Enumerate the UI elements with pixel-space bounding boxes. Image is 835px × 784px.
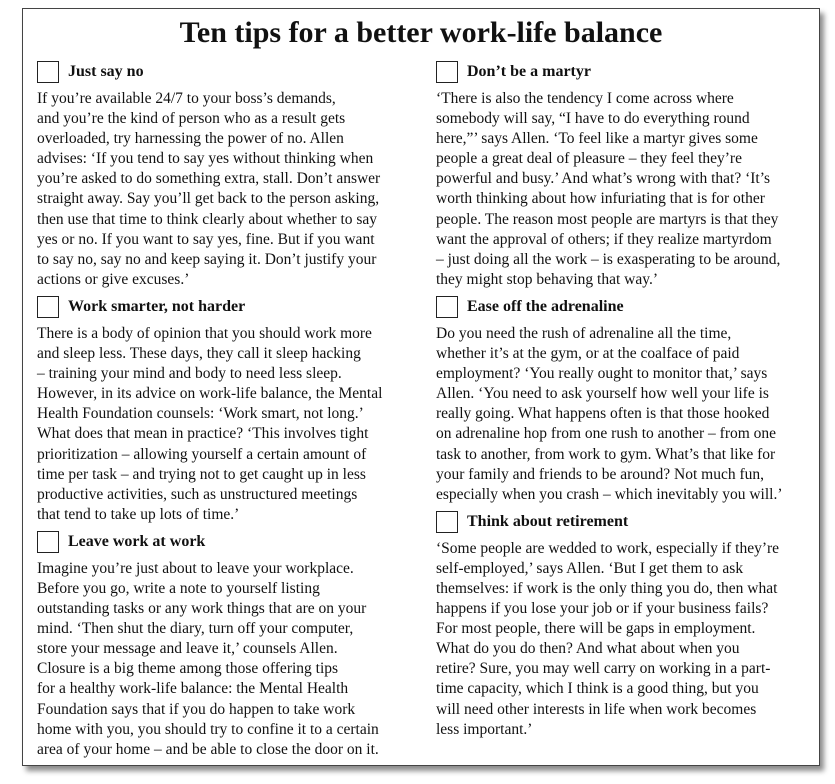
tip-title: Work smarter, not harder — [68, 297, 246, 315]
article-frame — [22, 8, 820, 766]
tip-body — [37, 324, 419, 525]
left-column — [37, 59, 419, 764]
tip-dont-be-a-martyr — [436, 59, 814, 290]
tip-leave-work-at-work — [37, 529, 419, 760]
tip-checkbox[interactable] — [436, 61, 458, 83]
tip-body-line: retire? Sure, you may well carry on working in a part- — [436, 660, 771, 678]
tip-body-line: ‘Some people are wedded to work, especially if they’re — [436, 539, 780, 557]
tip-body-line: Imagine you’re just about to leave your workplace. — [37, 559, 354, 577]
tip-body-line: here,”’ says Allen. ‘To feel like a martyr gives some — [436, 130, 758, 148]
tip-body-line: home with you, you should try to confine it to a certain — [37, 720, 379, 738]
tip-header — [37, 294, 419, 320]
tip-body-line: Allen. ‘You need to ask yourself how well your life is — [436, 385, 769, 403]
tip-header — [37, 529, 419, 555]
tip-body-line: happens if you lose your job or if your business fails? — [436, 600, 769, 618]
tip-body-line: Closure is a big theme among those offering tips — [37, 660, 339, 678]
tip-title: Just say no — [68, 63, 144, 80]
tip-body-line: will need other interests in life when work becomes — [436, 700, 757, 718]
tip-header — [436, 59, 814, 85]
tip-body-line: task to another, from work to gym. What’s that like for — [436, 445, 776, 463]
tip-body-line: to say no, say no and keep saying it. Don’t justify your — [37, 250, 377, 268]
tip-body-line: on adrenaline hop from one rush to another – from one — [436, 425, 777, 443]
tip-body-line: then use that time to think clearly about whether to say — [37, 210, 378, 228]
tip-body — [436, 324, 814, 505]
tip-just-say-no — [37, 59, 419, 290]
tip-body-line: area of your home – and be able to close the door on it. — [37, 740, 379, 758]
tip-body-line: Do you need the rush of adrenaline all the time, — [436, 324, 732, 342]
tip-body-line: people. The reason most people are martyrs is that they — [436, 210, 779, 228]
tip-body-line: What does that mean in practice? ‘This involves tight — [37, 425, 369, 443]
tip-body-line: actions or give excuses.’ — [37, 270, 190, 288]
tip-title: Think about retirement — [467, 512, 629, 530]
tip-checkbox[interactable] — [436, 511, 458, 533]
tip-body-line: whether it’s at the gym, or at the coalface of paid — [436, 345, 740, 363]
tip-body-line: powerful and busy.’ And what’s wrong with that? ‘It’s — [436, 170, 771, 188]
tip-body-line: Health Foundation counsels: ‘Work smart, not long.’ — [37, 405, 364, 423]
tip-body-line: and sleep less. These days, they call it sleep hacking — [37, 345, 361, 363]
tip-body-line: your family and friends to be around? Not much fun, — [436, 465, 764, 483]
tip-body-line: worth thinking about how infuriating that is for other — [436, 190, 765, 208]
tip-checkbox[interactable] — [436, 296, 458, 318]
tip-body-line: Foundation says that if you do happen to take work — [37, 700, 356, 718]
tip-body-line: really going. What happens often is that those hooked — [436, 405, 770, 423]
tip-checkbox[interactable] — [37, 531, 59, 553]
tip-body-line: mind. ‘Then shut the diary, turn off your computer, — [37, 620, 354, 638]
tip-body-line: for a healthy work-life balance: the Mental Health — [37, 680, 349, 698]
tip-body-line: If you’re available 24/7 to your boss’s demands, — [37, 90, 336, 107]
tip-work-smarter — [37, 294, 419, 525]
tip-body-line: straight away. Say you’ll get back to the person asking, — [37, 190, 380, 208]
tip-body-line: you’re asked to do something extra, stall. Don’t answer — [37, 170, 381, 188]
tip-body-line: time capacity, which I think is a good thing, but you — [436, 680, 759, 698]
tip-body-line: themselves: if work is the only thing you do, then what — [436, 579, 778, 597]
tip-title: Don’t be a martyr — [467, 63, 591, 80]
tip-body-line: that tend to take up lots of time.’ — [37, 505, 240, 523]
tip-title: Ease off the adrenaline — [467, 297, 624, 315]
tip-body-line: There is a body of opinion that you should work more — [37, 324, 372, 342]
tip-body-line: However, in its advice on work-life balance, the Mental — [37, 385, 383, 403]
tip-ease-off-adrenaline — [436, 294, 814, 505]
tip-body-line: – just doing all the work – is exasperating to be around, — [436, 250, 781, 268]
tip-body-line: employment? ‘You really ought to monitor that,’ says — [436, 365, 768, 383]
tip-body — [37, 89, 419, 290]
tip-body-line: prioritization – allowing yourself a certain amount of — [37, 445, 367, 463]
tip-header — [37, 59, 419, 85]
tip-body-line: time per task – and trying not to get caught up in less — [37, 465, 366, 483]
tip-body-line: outstanding tasks or any work things that are on your — [37, 600, 367, 618]
tip-body-line: yes or no. If you want to say yes, fine. But if you want — [37, 230, 375, 248]
tip-body — [436, 89, 814, 290]
right-column — [436, 59, 814, 744]
tip-body-line: overloaded, try harnessing the power of no. Allen — [37, 130, 344, 148]
tip-body-line: productive activities, such as unstructured meetings — [37, 485, 358, 503]
tip-body-line: less important.’ — [436, 720, 533, 738]
tip-body-line: and you’re the kind of person who as a result gets — [37, 110, 346, 128]
tip-think-about-retirement — [436, 509, 814, 740]
tip-body-line: self-employed,’ says Allen. ‘But I get them to ask — [436, 559, 744, 577]
tip-body-line: want the approval of others; if they realize martyrdom — [436, 230, 772, 248]
tip-body-line: Before you go, write a note to yourself listing — [37, 579, 320, 597]
tip-body-line: – training your mind and body to need less sleep. — [37, 365, 342, 383]
article-title: Ten tips for a better work-life balance — [179, 16, 663, 49]
tip-body-line: people a great deal of pleasure – they feel they’re — [436, 150, 742, 168]
tip-body-line: advises: ‘If you tend to say yes without thinking when — [37, 150, 374, 168]
tip-header — [436, 294, 814, 320]
tip-checkbox[interactable] — [37, 61, 59, 83]
tip-body-line: ‘There is also the tendency I come across where — [436, 90, 734, 107]
tip-body-line: store your message and leave it,’ counsels Allen. — [37, 640, 338, 658]
tip-body — [436, 539, 814, 740]
tip-body-line: What do you do then? And what about when you — [436, 640, 740, 658]
tip-body-line: especially when you crash – which inevitably you will.’ — [436, 485, 783, 503]
tip-body — [37, 559, 419, 760]
tip-body-line: somebody will say, “I have to do everything round — [436, 110, 750, 128]
tip-header — [436, 509, 814, 535]
tip-title: Leave work at work — [68, 532, 206, 550]
tip-body-line: For most people, there will be gaps in employment. — [436, 620, 756, 638]
tip-checkbox[interactable] — [37, 296, 59, 318]
tip-body-line: they might stop behaving that way.’ — [436, 270, 658, 288]
